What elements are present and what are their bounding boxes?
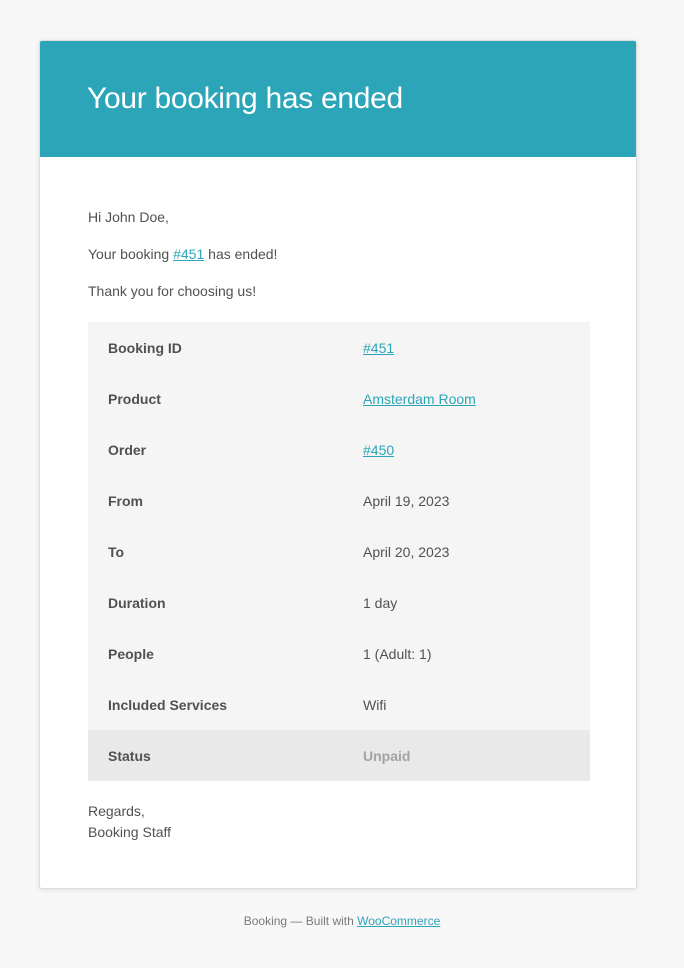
row-label: To xyxy=(108,543,125,560)
people-value: 1 (Adult: 1) xyxy=(363,645,432,662)
booking-id-link[interactable]: #451 xyxy=(363,339,395,356)
row-label: Product xyxy=(108,390,161,407)
woocommerce-link[interactable]: WooCommerce xyxy=(357,914,441,928)
signoff xyxy=(88,801,588,843)
row-label: Order xyxy=(108,441,147,458)
table-row-product xyxy=(88,373,590,424)
booking-ended-message xyxy=(88,244,588,264)
booking-details-table xyxy=(88,322,590,781)
order-link[interactable]: #450 xyxy=(363,441,395,458)
table-row-order xyxy=(88,424,590,475)
duration-value: 1 day xyxy=(363,594,398,611)
row-label: From xyxy=(108,492,143,509)
table-row-included-services xyxy=(88,679,590,730)
table-row-people xyxy=(88,628,590,679)
message-prefix: Your booking xyxy=(88,246,174,262)
message-suffix: has ended! xyxy=(204,246,278,262)
staff-signature: Booking Staff xyxy=(88,824,172,840)
greeting: Hi John Doe, xyxy=(88,209,169,225)
table-row-duration xyxy=(88,577,590,628)
included-services-value: Wifi xyxy=(363,696,387,713)
email-title: Your booking has ended xyxy=(87,82,403,115)
product-link[interactable]: Amsterdam Room xyxy=(363,390,476,407)
row-label: Booking ID xyxy=(108,339,182,356)
row-label: Duration xyxy=(108,594,166,611)
email-footer xyxy=(0,914,684,928)
to-value: April 20, 2023 xyxy=(363,543,450,560)
thanks-message: Thank you for choosing us! xyxy=(88,283,257,299)
table-row-to xyxy=(88,526,590,577)
from-value: April 19, 2023 xyxy=(363,492,450,509)
email-header xyxy=(40,41,636,157)
table-row-from xyxy=(88,475,590,526)
status-label: Status xyxy=(88,730,343,781)
email-content xyxy=(40,157,636,843)
status-badge: Unpaid xyxy=(343,730,590,781)
booking-link[interactable]: #451 xyxy=(173,246,205,262)
table-row-booking-id xyxy=(88,322,590,373)
regards-text: Regards, xyxy=(88,803,145,819)
email-card xyxy=(39,40,637,889)
table-row-status xyxy=(88,730,590,781)
row-label: Included Services xyxy=(108,696,228,713)
row-label: People xyxy=(108,645,154,662)
footer-text: Booking — Built with xyxy=(243,914,358,928)
